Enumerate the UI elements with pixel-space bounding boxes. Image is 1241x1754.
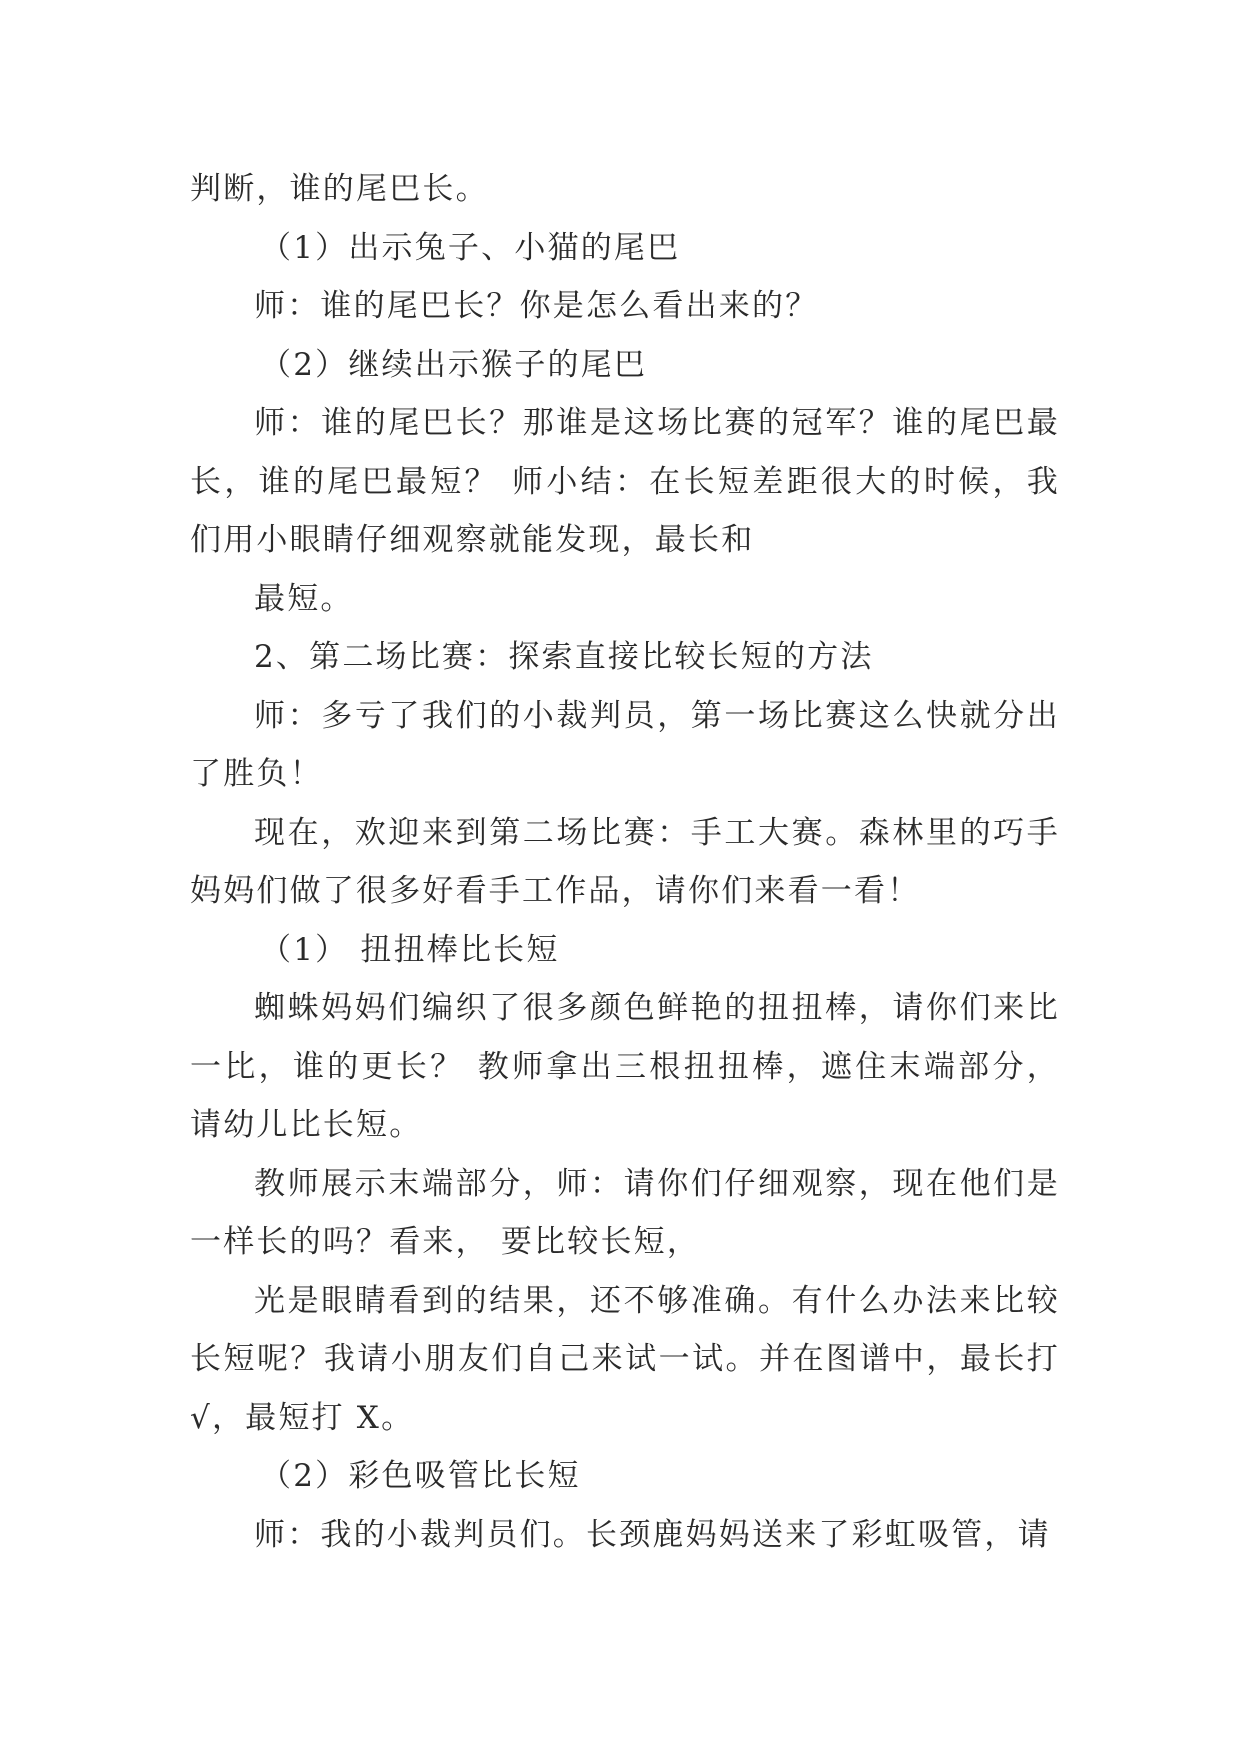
paragraph-12: 教师展示末端部分，师：请你们仔细观察，现在他们是一样长的吗？看来， 要比较长短， — [190, 1165, 1060, 1260]
paragraph-5: 师：谁的尾巴长？那谁是这场比赛的冠军？谁的尾巴最长，谁的尾巴最短？ 师小结：在长短差距很大的时候，我们用小眼睛仔细观察就能发现，最长和 — [190, 405, 1060, 558]
paragraph-14: （2）彩色吸管比长短 — [260, 1458, 581, 1494]
paragraph-1: 判断，谁的尾巴长。 — [190, 171, 489, 207]
paragraph-3: 师：谁的尾巴长？你是怎么看出来的？ — [254, 288, 819, 324]
paragraph-4: （2）继续出示猴子的尾巴 — [260, 346, 648, 383]
paragraph-8: 师：多亏了我们的小裁判员，第一场比赛这么快就分出了胜负！ — [190, 697, 1060, 792]
paragraph-15: 师：我的小裁判员们。长颈鹿妈妈送来了彩虹吸管，请 — [254, 1516, 1051, 1553]
paragraph-13: 光是眼睛看到的结果，还不够准确。有什么办法来比较长短呢？我请小朋友们自己来试一试。并在图谱中，最长打√，最短打 X。 — [190, 1282, 1060, 1436]
paragraph-11: 蜘蛛妈妈们编织了很多颜色鲜艳的扭扭棒，请你们来比一比，谁的更长？ 教师拿出三根扭扭棒，遮住末端部分，请幼儿比长短。 — [190, 990, 1060, 1143]
document-body — [190, 160, 1060, 1564]
paragraph-6: 最短。 — [254, 580, 354, 617]
paragraph-2: （1）出示兔子、小猫的尾巴 — [260, 229, 681, 266]
paragraph-7: 2、第二场比赛：探索直接比较长短的方法 — [254, 639, 874, 675]
paragraph-9: 现在，欢迎来到第二场比赛：手工大赛。森林里的巧手妈妈们做了很多好看手工作品，请你们来看一看！ — [190, 814, 1060, 909]
paragraph-10: （1） 扭扭棒比长短 — [260, 931, 560, 968]
